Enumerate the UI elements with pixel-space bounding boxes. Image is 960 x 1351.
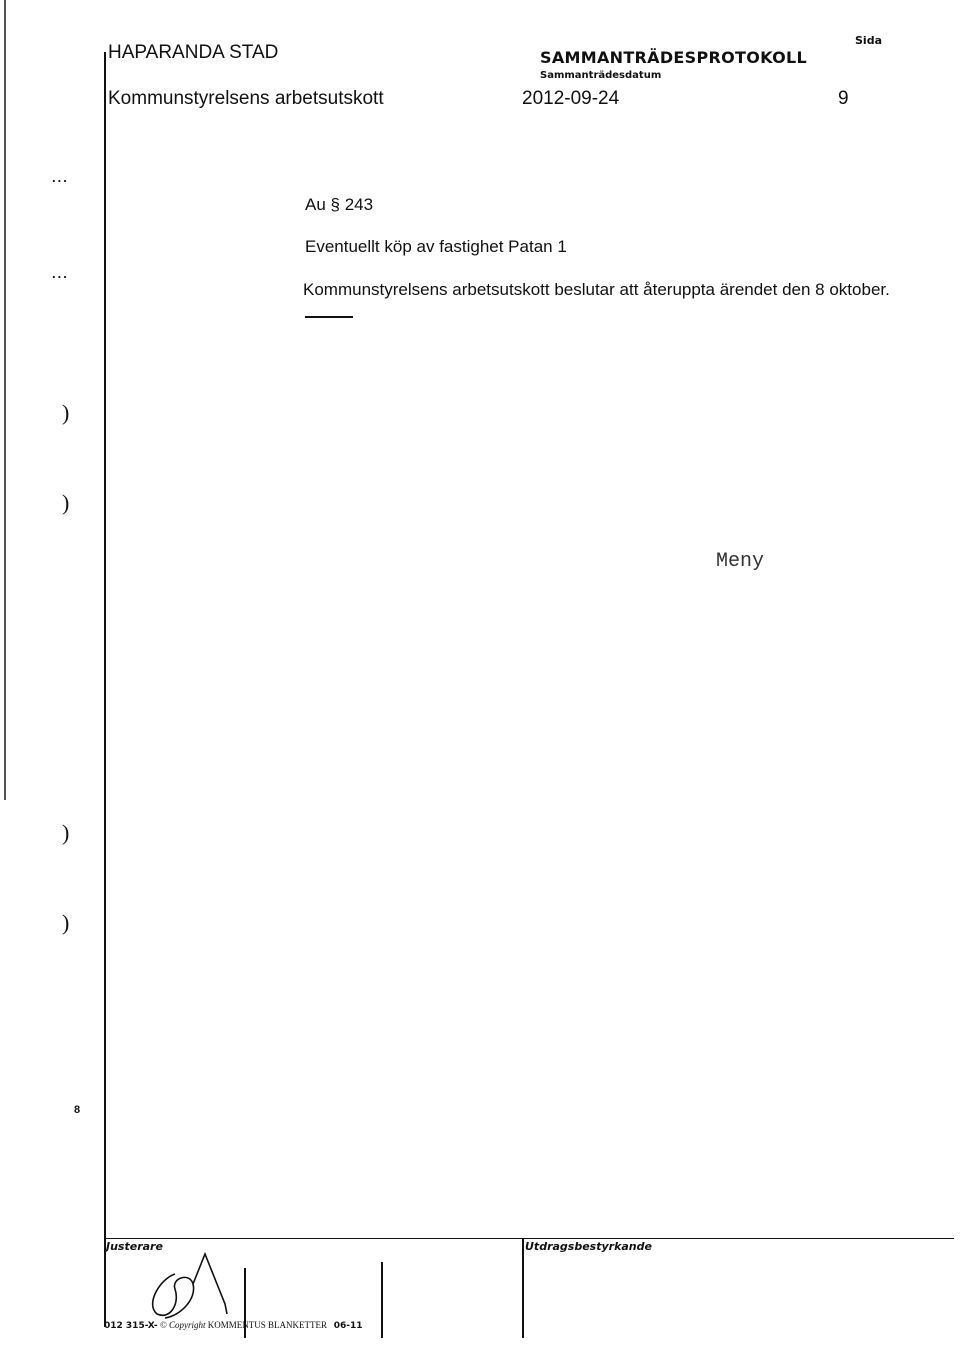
margin-punch-mark: ): [62, 400, 70, 425]
publisher-name: KOMMENTUS BLANKETTER: [207, 1320, 327, 1330]
paragraph-id: Au § 243: [305, 195, 374, 214]
justerare-label: Justerare: [106, 1240, 163, 1253]
margin-number: 8: [74, 1104, 81, 1116]
form-version: 06-11: [333, 1321, 363, 1331]
organization-name: HAPARANDA STAD: [108, 42, 279, 63]
form-code-line: [104, 1320, 363, 1331]
page-number: 9: [838, 88, 849, 109]
date-label: Sammanträdesdatum: [540, 70, 662, 81]
margin-punch-mark: ): [62, 820, 70, 845]
meeting-date: 2012-09-24: [522, 88, 620, 109]
margin-punch-mark: ): [62, 490, 70, 515]
footer-divider-2: [381, 1262, 383, 1338]
margin-dots: ...: [52, 266, 69, 281]
margin-punch-mark: ): [62, 910, 70, 935]
left-margin-line: [104, 52, 106, 1327]
footer-divider-3: [522, 1238, 524, 1338]
signature-image: [135, 1244, 245, 1324]
document-type: SAMMANTRÄDESPROTOKOLL: [540, 48, 808, 67]
left-edge-artifact: [4, 0, 6, 800]
menu-stamp: Meny: [716, 550, 765, 573]
section-end-rule: [305, 316, 353, 318]
committee-name: Kommunstyrelsens arbetsutskott: [108, 88, 384, 109]
decision-text: Kommunstyrelsens arbetsutskott beslutar att återuppta ärendet den 8 oktober.: [303, 280, 890, 299]
utdrag-label: Utdragsbestyrkande: [525, 1240, 652, 1253]
footer-top-line: [104, 1238, 954, 1239]
page-label: Sida: [855, 34, 882, 47]
copyright-text: © Copyright: [159, 1320, 206, 1330]
margin-dots: ...: [52, 170, 69, 185]
form-code: 012 315-X-: [104, 1321, 158, 1331]
item-title: Eventuellt köp av fastighet Patan 1: [305, 237, 567, 256]
